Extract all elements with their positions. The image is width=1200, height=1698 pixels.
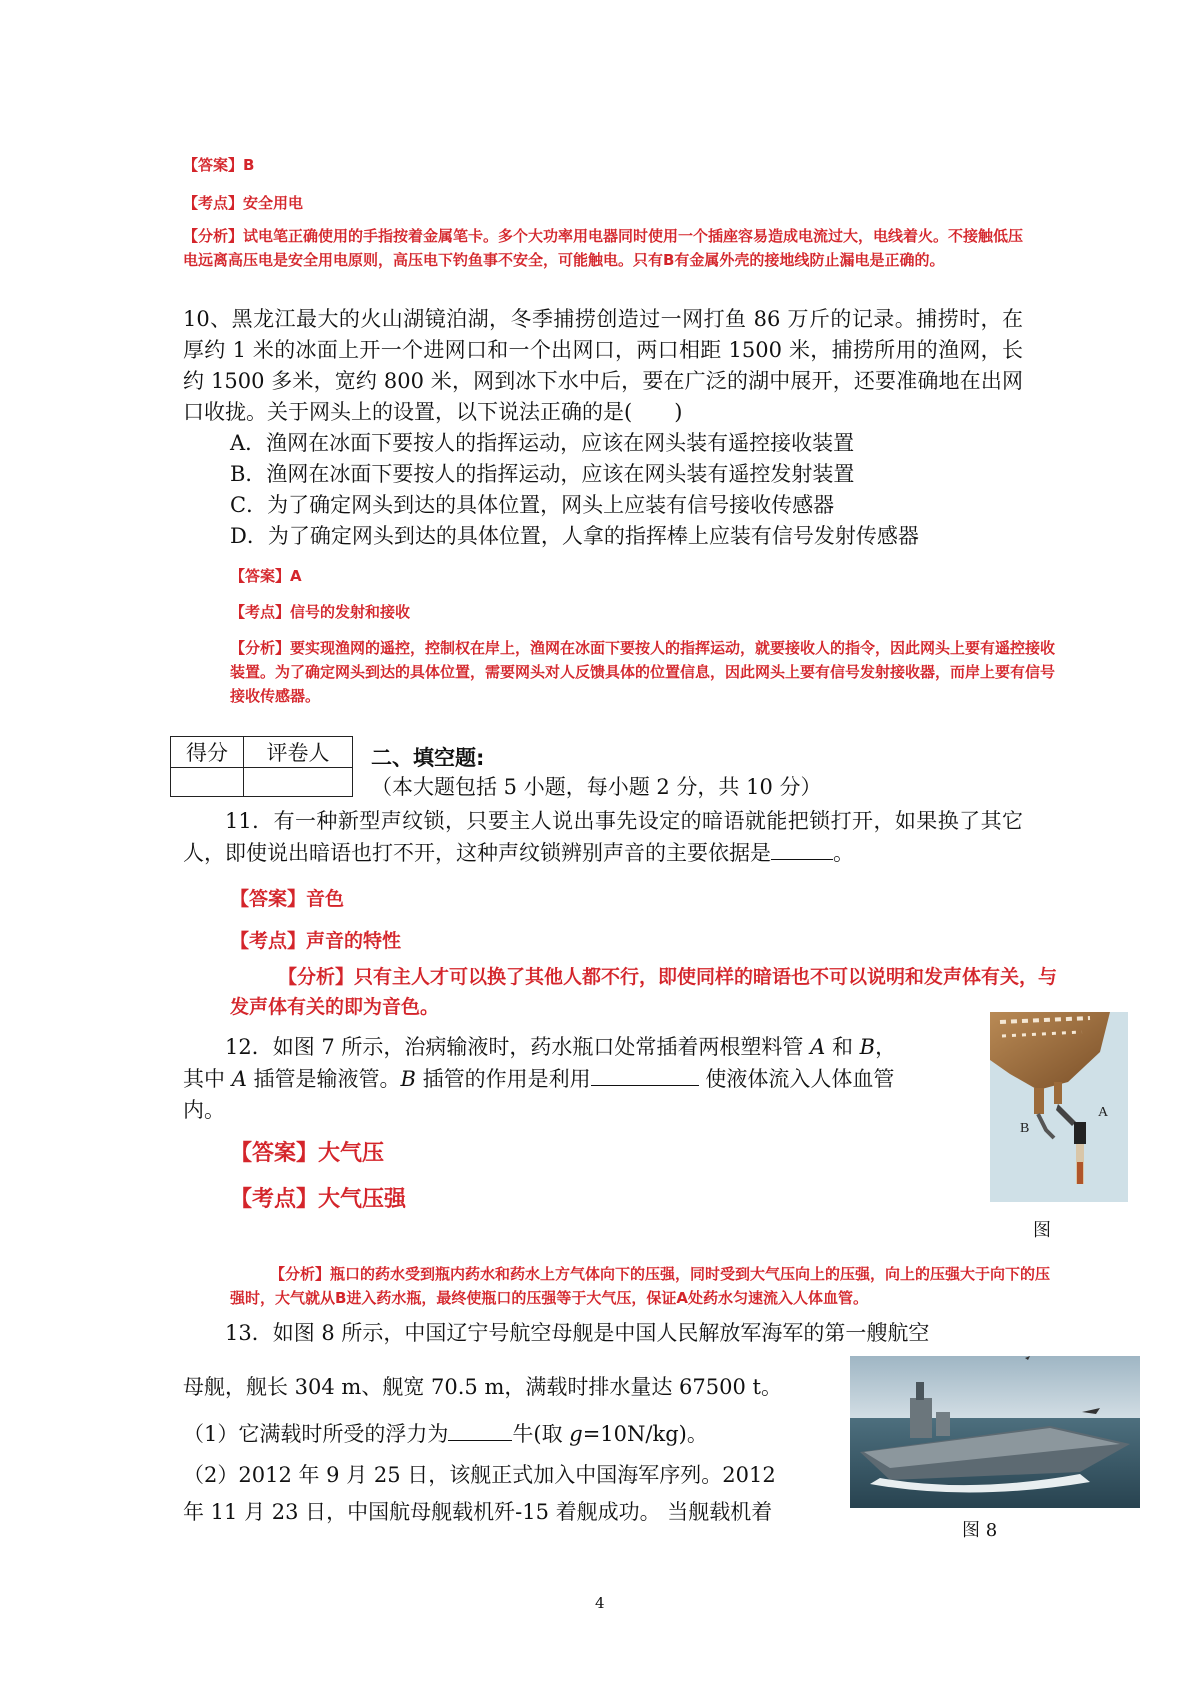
q12-pipe-b: B <box>859 1035 876 1059</box>
q10-options <box>230 428 1030 552</box>
q13-g: g <box>569 1422 583 1446</box>
iv-label-a: A <box>1098 1105 1109 1120</box>
q9-answer: 【答案】B <box>183 156 255 174</box>
aircraft-carrier-photo <box>850 1356 1140 1508</box>
figure-8-caption: 图 8 <box>962 1520 998 1541</box>
q10-option-a: A．渔网在冰面下要按人的指挥运动，应该在网头装有遥控接收装置 <box>230 431 855 455</box>
section-2-title: 二、填空题: <box>371 746 485 770</box>
q12-pipe-a-2: A <box>231 1067 247 1091</box>
page-number: 4 <box>595 1594 605 1612</box>
q12-line-2-c: 插管的作用是利用 <box>415 1067 591 1091</box>
q12-line-2-b: 插管是输液管。 <box>246 1067 401 1091</box>
score-cell[interactable] <box>171 768 244 797</box>
q12-line-2-d: 使液体流入人体血管 <box>698 1067 895 1091</box>
q10-option-d: D．为了确定网头到达的具体位置，人拿的指挥棒上应装有信号发射传感器 <box>230 524 919 548</box>
q12-stem <box>183 1032 973 1126</box>
score-table <box>170 736 353 797</box>
score-header: 得分 <box>171 737 244 768</box>
grader-header: 评卷人 <box>244 737 353 768</box>
q13-blank[interactable] <box>448 1418 512 1441</box>
q13-sub-2 <box>183 1460 843 1528</box>
q11-blank[interactable] <box>771 837 833 860</box>
q9-analysis: 【分析】试电笔正确使用的手指按着金属笔卡。多个大功率用电器同时使用一个插座容易造成电流过大，电线着火。不接触低压电远离高压电是安全用电原则，高压电下钓鱼事不安全，可能触电。只有B有金属外壳的接地线防止漏电是正确的。 <box>183 227 1024 269</box>
q11-stem-tail: 。 <box>833 841 854 865</box>
q12-pipe-b-2: B <box>400 1067 416 1091</box>
q13-sub-1 <box>183 1418 843 1450</box>
section-2-desc: （本大题包括 5 小题，每小题 2 分，共 10 分） <box>371 775 822 799</box>
q12-answer: 【答案】大气压 <box>230 1141 385 1166</box>
q12-line-3: 内。 <box>183 1098 225 1122</box>
q12-line-1 <box>183 1032 973 1063</box>
q13-sub-2-line-1: （2）2012 年 9 月 25 日，该舰正式加入中国海军序列。2012 <box>183 1463 776 1487</box>
q12-analysis: 【分析】瓶口的药水受到瓶内药水和药水上方气体向下的压强，同时受到大气压向上的压强，向上的压强大于向下的压强时，大气就从B进入药水瓶，最终使瓶口的压强等于大气压，保证A处药水匀速流入人体血管。 <box>230 1265 1051 1307</box>
q12-line-2 <box>183 1063 973 1095</box>
q10-stem: 10、黑龙江最大的火山湖镜泊湖，冬季捕捞创造过一网打鱼 86 万斤的记录。捕捞时，在厚约 1 米的冰面上开一个进网口和一个出网口，两口相距 1500 米，捕捞所用的渔网，长约 1500 多米，宽约 800 米，网到冰下水中后，要在广泛的湖中展开，还要准确地在出网口收拢。关于网头上的设置，以下说法正确的是( ) <box>183 307 1023 424</box>
q12-pipe-a: A <box>810 1035 826 1059</box>
q12-blank[interactable] <box>591 1063 699 1086</box>
q13-sub-1-b: 牛(取 <box>512 1422 570 1446</box>
q13-sub-1-a: （1）它满载时所受的浮力为 <box>183 1422 449 1446</box>
q13-line-2: 母舰，舰长 304 m、舰宽 70.5 m，满载时排水量达 67500 t。 <box>183 1375 782 1399</box>
q13-sub-2-line-2: 年 11 月 23 日，中国航母舰载机歼-15 着舰成功。 当舰载机着 <box>183 1500 773 1524</box>
q10-analysis: 【分析】要实现渔网的遥控，控制权在岸上，渔网在冰面下要按人的指挥运动，就要接收人的指令，因此网头上要有遥控接收装置。为了确定网头到达的具体位置，需要网头对人反馈具体的位置信息，因此网头上要有信号发射接收器，而岸上要有信号接收传感器。 <box>230 639 1056 705</box>
q11-point: 【考点】声音的特性 <box>230 930 402 952</box>
q10-option-c: C．为了确定网头到达的具体位置，网头上应装有信号接收传感器 <box>230 493 835 517</box>
q13-sub-1-c: =10N/kg)。 <box>582 1422 708 1446</box>
grader-cell[interactable] <box>244 768 353 797</box>
q9-point: 【考点】安全用电 <box>183 194 304 212</box>
q13-line-1: 13．如图 8 所示，中国辽宁号航空母舰是中国人民解放军海军的第一艘航空 <box>225 1321 930 1345</box>
q12-point: 【考点】大气压强 <box>230 1187 407 1212</box>
iv-drip-illustration <box>990 1012 1128 1202</box>
figure-7-caption: 图 <box>1033 1220 1051 1241</box>
q11-stem-text: 11．有一种新型声纹锁，只要主人说出事先设定的暗语就能把锁打开，如果换了其它人，即使说出暗语也打不开，这种声纹锁辨别声音的主要依据是 <box>183 809 1023 865</box>
aircraft-carrier-figure <box>850 1356 1140 1508</box>
q12-and: 和 <box>825 1035 860 1059</box>
q12-line-1-text: 12．如图 7 所示，治病输液时，药水瓶口处常插着两根塑料管 <box>225 1035 811 1059</box>
q12-comma: ， <box>875 1035 897 1059</box>
q10-answer: 【答案】A <box>230 567 302 585</box>
q10-point: 【考点】信号的发射和接收 <box>230 603 411 621</box>
iv-label-b: B <box>1020 1121 1030 1136</box>
q11-analysis: 【分析】只有主人才可以换了其他人都不行，即使同样的暗语也不可以说明和发声体有关，与发声体有关的即为音色。 <box>230 966 1058 1018</box>
q12-line-2-a: 其中 <box>183 1067 232 1091</box>
q11-answer: 【答案】音色 <box>230 888 345 910</box>
q10-option-b: B．渔网在冰面下要按人的指挥运动，应该在网头装有遥控发射装置 <box>230 462 855 486</box>
q11-stem <box>183 806 1023 869</box>
iv-drip-figure <box>990 1012 1128 1202</box>
